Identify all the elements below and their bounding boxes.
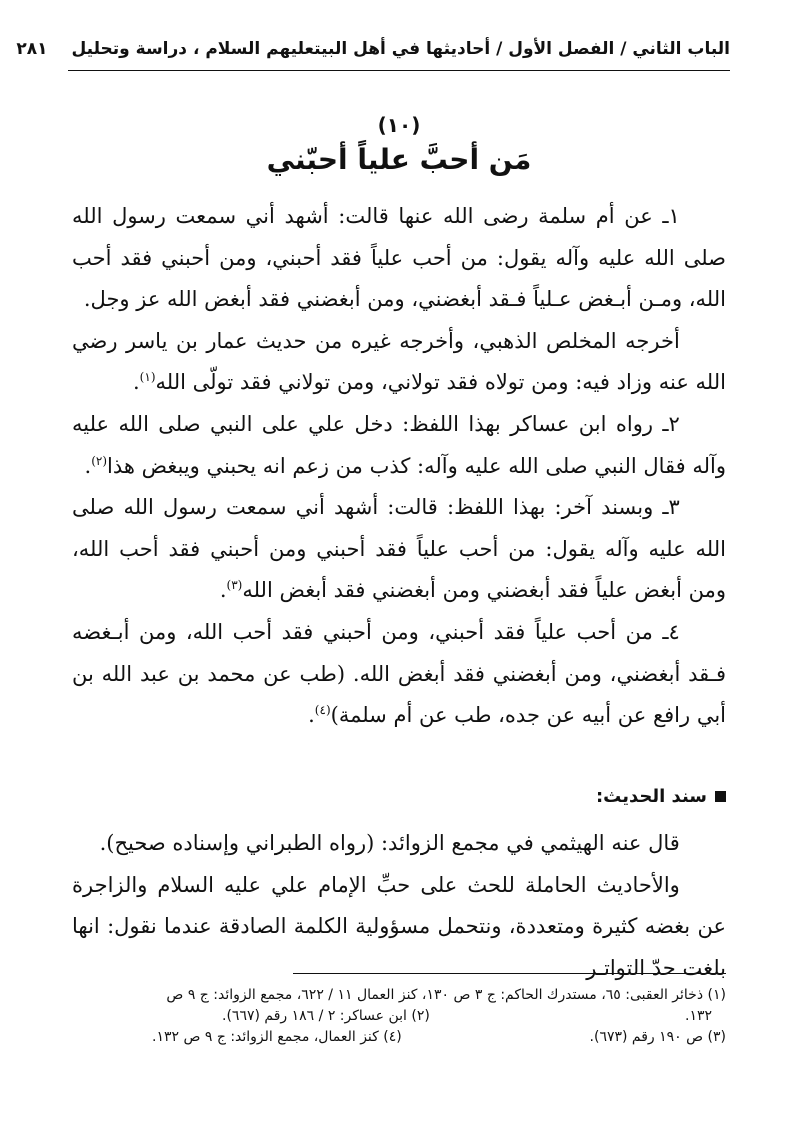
footnote-ref-3[interactable]: (٣) [226, 578, 243, 593]
footnote-4: (٤) كنز العمال، مجمع الزوائد: ج ٩ ص ١٣٢. [152, 1029, 402, 1045]
header-title: الباب الثاني / الفصل الأول / أحاديثها في أهل البيتعليهم السلام ، دراسة وتحليل [71, 39, 730, 59]
footnote-ref-1[interactable]: (١) [139, 370, 156, 385]
sanad-paragraph-1: قال عنه الهيثمي في مجمع الزوائد: (رواه الطبراني وإسناده صحيح). [99, 831, 680, 855]
hadith-title: مَن أحبَّ علياً أحبّني [266, 143, 532, 176]
hadith-paragraph-3: ٢ـ رواه ابن عساكر بهذا اللفظ: دخل علي على النبي صلى الله عليه وآله فقال النبي صلى الله عليه وآله: كذب من زعم انه يحبني ويبغض هذا$^{(٢)}$. [72, 411, 726, 478]
sanad-body [72, 823, 726, 989]
footnote-ref-2[interactable]: (٢) [91, 453, 108, 468]
footnotes [72, 985, 726, 1048]
section-heading-text: سند الحديث: [595, 786, 707, 807]
hadith-body [72, 196, 726, 737]
footnote-1: (١) ذخائر العقبى: ٦٥، مستدرك الحاكم: ج ٣ ص ١٣٠، كنز العمال ١١ / ٦٢٢، مجمع الزوائد: ج ٩ ص [166, 987, 726, 1003]
footnote-row [72, 1027, 726, 1048]
footnote-ref-4[interactable]: (٤) [314, 703, 331, 718]
hadith-number: (١٠) [377, 113, 421, 137]
footnote-1-continued: ١٣٢. [684, 1008, 712, 1024]
footnote-separator [293, 973, 726, 974]
square-bullet-icon [715, 791, 726, 802]
footnote-row [72, 1006, 726, 1027]
section-heading [596, 786, 726, 807]
footnote-3: (٣) ص ١٩٠ رقم (٦٧٣). [589, 1029, 726, 1045]
hadith-paragraph-5: ٤ـ من أحب علياً فقد أحبني، ومن أحبني فقد أحب الله، ومن أبـغضه فـقد أبغضني، ومن أبغضني فقد أبغض الله. (طب عن محمد بن عبد الله بن أبي رافع عن أبيه عن جده، طب عن أم سلمة)$^{(٤)}$. [72, 619, 726, 728]
hadith-paragraph-1: ١ـ عن أم سلمة رضى الله عنها قالت: أشهد أني سمعت رسول الله صلى الله عليه وآله يقول: من أحب علياً فقد أحبني، ومن أحبني فقد أحب الله، ومـن أبـغض عـلياً فـقد أبغضني، ومن أبغضني فقد أبغض الله عز وجل. [72, 204, 726, 312]
header-rule [68, 70, 730, 71]
hadith-paragraph-2: أخرجه المخلص الذهبي، وأخرجه غيره من حديث عمار بن ياسر رضي الله عنه وزاد فيه: ومن تولاه فقد تولاني، ومن تولاني فقد تولّى الله$^{(١)}$. [72, 328, 726, 395]
footnote-2: (٢) ابن عساكر: ٢ / ١٨٦ رقم (٦٦٧). [222, 1008, 430, 1024]
running-header [16, 32, 730, 66]
page-number: ٢٨١ [16, 39, 48, 59]
sanad-paragraph-2: والأحاديث الحاملة للحث على حبِّ الإمام علي عليه السلام والزاجرة عن بغضه كثيرة ومتعددة، ونتحمل مسؤولية الكلمة الصادقة عندما نقول: انها بلغت حدّ التواتـر [72, 872, 726, 980]
hadith-paragraph-4: ٣ـ وبسند آخر: بهذا اللفظ: قالت: أشهد أني سمعت رسول الله صلى الله عليه وآله يقول: من أحب علياً فقد أحبني ومن أحبني فقد أحب الله، ومن أبغض علياً فقد أبغضني ومن أبغضني فقد أبغض الله$^{(٣)}$. [72, 495, 726, 603]
